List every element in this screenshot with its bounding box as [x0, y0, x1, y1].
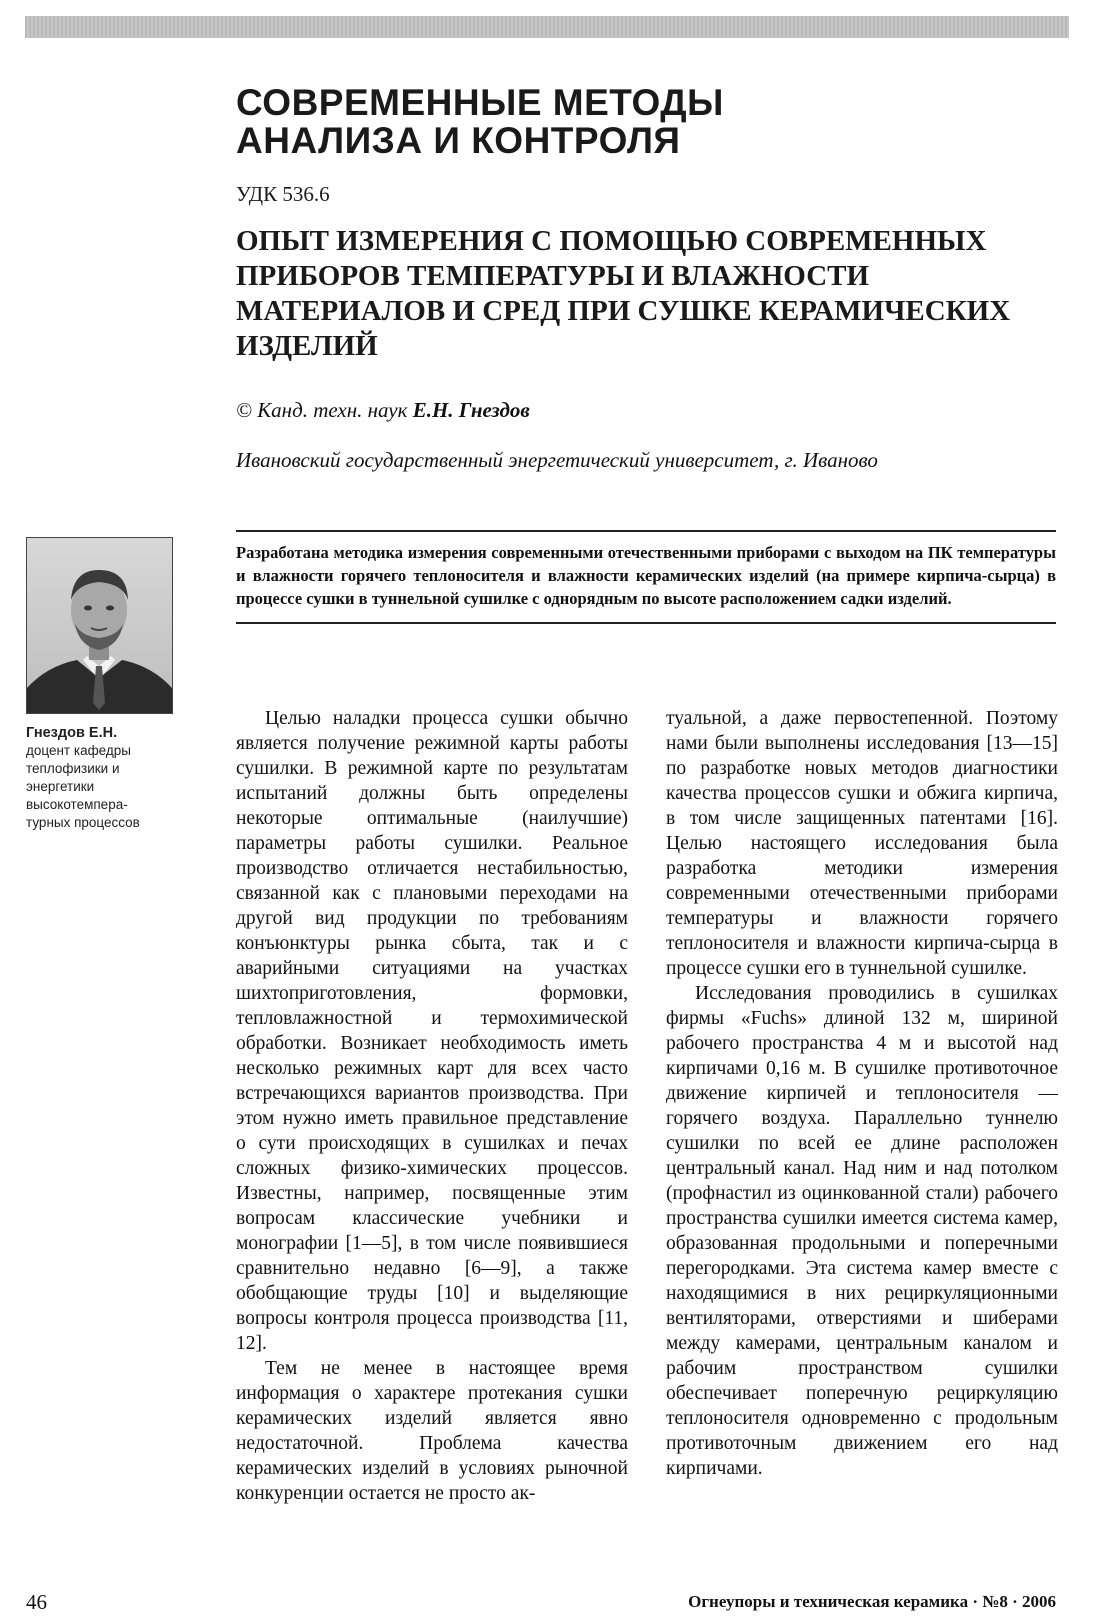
abstract: Разработана методика измерения современными отечественными приборами с выходом на ПК температуры и влажности горячего теплоносителя и влажности керамических изделий (на примере кирпича-сырца) в процессе сушки в туннельной сушилке с однорядным по высоте расположением садки изделий.: [236, 530, 1056, 624]
author-line: [236, 398, 530, 423]
section-title-line: АНАЛИЗА И КОНТРОЛЯ: [236, 120, 681, 161]
bio-line: теплофизики и: [26, 761, 120, 776]
article-title: [236, 224, 1036, 364]
affiliation: Ивановский государственный энергетический университет, г. Иваново: [236, 448, 878, 472]
bio-line: энергетики: [26, 779, 95, 794]
article-title-line: ИЗДЕЛИЙ: [236, 330, 378, 362]
author-portrait-icon: [27, 538, 172, 713]
page-number: 46: [26, 1590, 47, 1614]
bio-line: турных процессов: [26, 815, 140, 830]
author-photo: [26, 537, 173, 714]
article-title-line: ОПЫТ ИЗМЕРЕНИЯ С ПОМОЩЬЮ СОВРЕМЕННЫХ: [236, 225, 987, 257]
bio-line: доцент кафедры: [26, 743, 131, 758]
body-paragraph: туальной, а даже первостепенной. Поэтому нами были выполнены исследования [13—15] по разработке новых методов диагностики качества процессов сушки и обжига кирпича, в том числе защищенных патентами [16]. Целью настоящего исследования была разработка методики измерения современными отечественными приборами температуры и влажности горячего теплоносителя и влажности кирпича-сырца в процессе сушки его в туннельной сушилке.: [666, 708, 1058, 979]
body-paragraph: Целью наладки процесса сушки обычно является получение режимной карты работы сушилки. В режимной карте по результатам испытаний должны быть определены некоторые оптимальные (наилучшие) параметры работы сушилки. Реальное производство отличается нестабильностью, связанной как с плановыми переходами на другой вид продукции по требованиям конъюнктуры рынка сбыта, так и с аварийными ситуациями на участках шихтоприготовления, формовки, тепловлажностной и термохимической обработки. Возникает необходимость иметь несколько режимных карт для всех часто встречающихся вариантов производства. При этом нужно иметь правильное представление о сути происходящих в сушилках и печах сложных физико-химических процессов. Известны, например, посвященные этим вопросам классические учебники и монографии [1—5], в том числе появившиеся сравнительно недавно [6—9], а также обобщающие труды [10] и выделяющие вопросы контроля процесса производства [11, 12].: [236, 708, 628, 1354]
journal-footer: Огнеупоры и техническая керамика · №8 · 2006: [688, 1592, 1056, 1611]
author-bio: [26, 724, 186, 832]
section-title-line: СОВРЕМЕННЫЕ МЕТОДЫ: [236, 82, 724, 123]
section-title: [236, 84, 1036, 160]
body-paragraph: Исследования проводились в сушилках фирмы «Fuchs» длиной 132 м, шириной рабочего пространства 4 м и высотой над кирпичами 0,16 м. В сушилке противоточное движение кирпичей и теплоносителя — горячего воздуха. Параллельно туннелю сушилки по всей ее длине расположен центральный канал. Над ним и над потолком (профнастил из оцинкованной стали) рабочего пространства сушилки имеется система камер, образованная продольными и поперечными перегородками. Эта система камер вместе с находящимися в них рециркуляционными вентиляторами, отверстиями и шиберами между камерами, центральным каналом и рабочим пространством сушилки обеспечивает поперечную рециркуляцию теплоносителя одновременно с продольным противоточным движением его над кирпичами.: [666, 983, 1058, 1479]
header-band: [25, 16, 1069, 38]
body-column-left: [236, 706, 628, 1506]
udk-code: УДК 536.6: [236, 182, 330, 206]
article-title-line: МАТЕРИАЛОВ И СРЕД ПРИ СУШКЕ КЕРАМИЧЕСКИХ: [236, 295, 1011, 327]
article-title-line: ПРИБОРОВ ТЕМПЕРАТУРЫ И ВЛАЖНОСТИ: [236, 260, 870, 292]
bio-line: высокотемпера-: [26, 797, 128, 812]
body-paragraph: Тем не менее в настоящее время информация о характере протекания сушки керамических изделий является явно недостаточной. Проблема качества керамических изделий в условиях рыночной конкуренции остается не просто ак-: [236, 1358, 628, 1504]
bio-name: Гнездов Е.Н.: [26, 725, 118, 741]
body-column-right: [666, 706, 1058, 1481]
author-name: Е.Н. Гнездов: [412, 398, 530, 422]
author-prefix: © Канд. техн. наук: [236, 398, 408, 422]
